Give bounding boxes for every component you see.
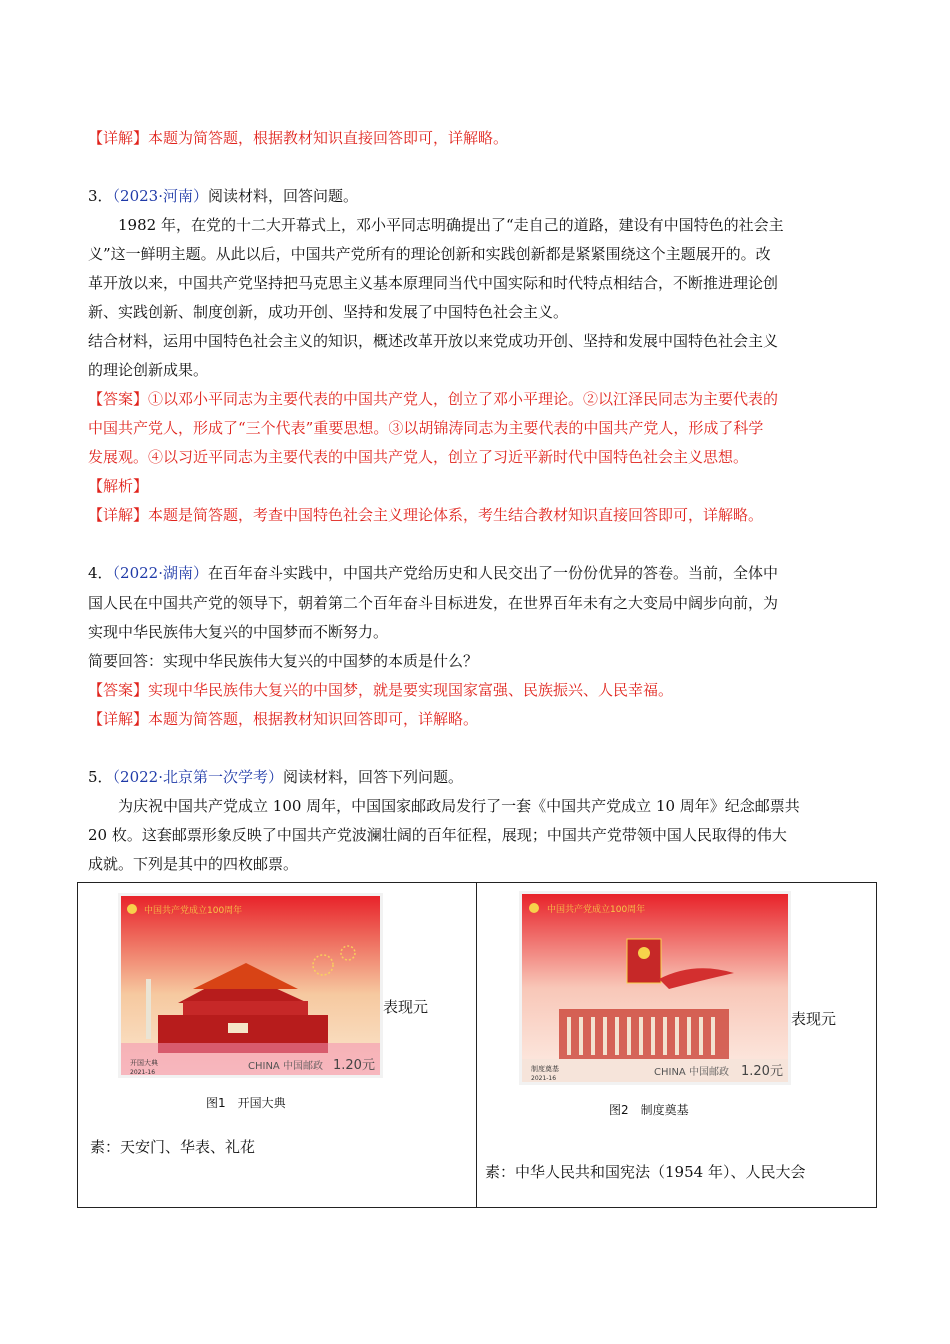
q3-source: （2023·河南） [112, 187, 208, 205]
q3-answer-line: 发展观。④以习近平同志为主要代表的中国共产党人，创立了习近平新时代中国特色社会主义思想。 [88, 448, 749, 466]
q3-question-line: 的理论创新成果。 [88, 361, 209, 379]
stamp-image-founding-ceremony [118, 893, 383, 1078]
q5-material-line: 20 枚。这套邮票形象反映了中国共产党波澜壮阔的百年征程，展现；中国共产党带领中国人民取得的伟大 [88, 826, 787, 844]
stamp-1-caption: 图1 开国大典 [206, 1096, 286, 1110]
q4-source: （2022·湖南） [112, 564, 208, 582]
stamp-label-text: 制度奠基 [531, 1065, 559, 1073]
q3-material-line: 1982 年，在党的十二大开幕式上，邓小平同志明确提出了“走自己的道路，建设有中国特色的社会主 [118, 216, 784, 234]
q3-number: 3． [88, 187, 113, 205]
stamp-code-text: 2021-16 [531, 1075, 557, 1082]
stamp-image-institution-foundation [519, 891, 791, 1085]
stamp-header-text: 中国共产党成立100周年 [547, 905, 646, 915]
q5-number: 5． [88, 768, 113, 786]
q4-number: 4． [88, 564, 113, 582]
q4-detail: 【详解】本题为简答题，根据教材知识回答即可，详解略。 [88, 710, 479, 728]
q3-question-line: 结合材料，运用中国特色社会主义的知识，概述改革开放以来党成功开创、坚持和发展中国特色社会主义 [88, 332, 779, 350]
stamp-1-side-text: 表现元 [383, 998, 429, 1016]
q3-answer-line: 【答案】①以邓小平同志为主要代表的中国共产党人，创立了邓小平理论。②以江泽民同志为主要代表的 [88, 390, 779, 408]
q4-header [88, 558, 778, 588]
q3-material-line: 新、实践创新、制度创新，成功开创、坚持和发展了中国特色社会主义。 [88, 303, 569, 321]
stamp-country-text: CHINA 中国邮政 [654, 1067, 729, 1078]
q4-material-line: 实现中华民族伟大复兴的中国梦而不断努力。 [88, 623, 389, 641]
stamp-value-text: 1.20元 [741, 1064, 783, 1079]
q4-material-first: 在百年奋斗实践中，中国共产党给历史和人民交出了一份份优异的答卷。当前，全体中 [208, 564, 779, 582]
stamp-code-text: 2021-16 [130, 1069, 156, 1076]
q3-material-line: 革开放以来，中国共产党坚持把马克思主义基本原理同当代中国实际和时代特点相结合，不断推进理论创 [88, 274, 779, 292]
stamp-2-side-text: 表现元 [791, 1010, 837, 1028]
q3-detail: 【详解】本题是简答题，考查中国特色社会主义理论体系，考生结合教材知识直接回答即可，详解略。 [88, 506, 764, 524]
stamp-cell-2 [477, 883, 877, 1208]
stamp-1-elements-text: 素：天安门、华表、礼花 [90, 1138, 256, 1156]
q5-material-line: 为庆祝中国共产党成立 100 周年，中国国家邮政局发行了一套《中国共产党成立 10 周年》纪念邮票共 [118, 797, 800, 815]
stamp-2-caption: 图2 制度奠基 [609, 1103, 689, 1117]
q5-prompt: 阅读材料，回答下列问题。 [283, 768, 464, 786]
q3-analysis: 【解析】 [88, 477, 149, 495]
q5-material-line: 成就。下列是其中的四枚邮票。 [88, 855, 299, 873]
q5-source: （2022·北京第一次学考） [112, 768, 283, 786]
q3-prompt: 阅读材料，回答问题。 [208, 187, 359, 205]
q3-header [88, 181, 358, 211]
stamps-table [77, 882, 877, 1208]
q2-detail: 【详解】本题为简答题，根据教材知识直接回答即可，详解略。 [88, 129, 509, 147]
q4-answer: 【答案】实现中华民族伟大复兴的中国梦，就是要实现国家富强、民族振兴、人民幸福。 [88, 681, 674, 699]
stamp-country-text: CHINA 中国邮政 [248, 1061, 323, 1072]
stamp-value-text: 1.20元 [333, 1058, 375, 1073]
stamp-cell-1 [78, 883, 477, 1208]
q3-material-line: 义”这一鲜明主题。从此以后，中国共产党所有的理论创新和实践创新都是紧紧围绕这个主题展开的。改 [88, 245, 771, 263]
stamp-2-elements-text: 素：中华人民共和国宪法（1954 年）、人民大会 [485, 1163, 806, 1181]
q4-question: 简要回答：实现中华民族伟大复兴的中国梦的本质是什么？ [88, 652, 479, 670]
q5-header [88, 762, 463, 792]
q4-material-line: 国人民在中国共产党的领导下，朝着第二个百年奋斗目标进发，在世界百年未有之大变局中阔步向前，为 [88, 594, 779, 612]
stamp-label-text: 开国大典 [130, 1059, 158, 1067]
q3-answer-line: 中国共产党人，形成了“三个代表”重要思想。③以胡锦涛同志为主要代表的中国共产党人，形成了科学 [88, 419, 764, 437]
stamp-header-text: 中国共产党成立100周年 [144, 906, 243, 916]
